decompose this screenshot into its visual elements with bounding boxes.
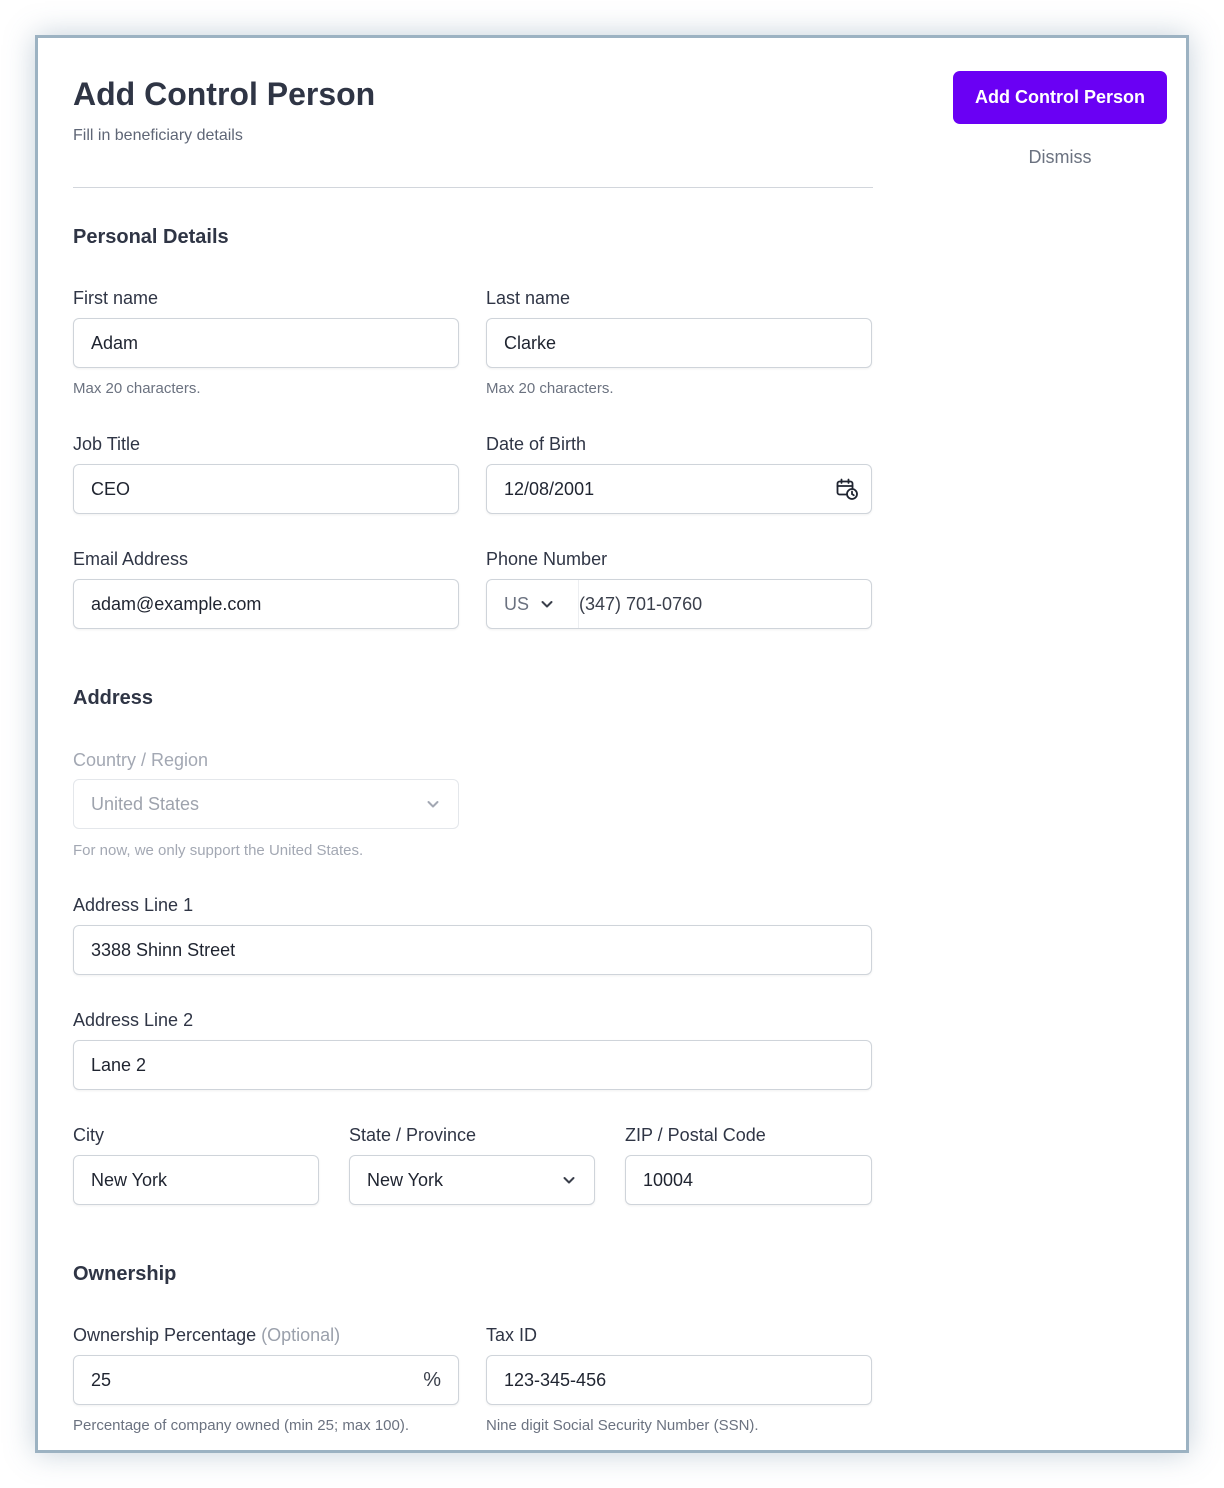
section-title-ownership: Ownership — [73, 1263, 177, 1285]
state-label: State / Province — [349, 1125, 477, 1145]
ownership-percentage-label — [73, 1325, 340, 1346]
page-title: Add Control Person — [73, 76, 376, 112]
dob-value: 12/08/2001 — [504, 478, 595, 499]
dob-input[interactable] — [486, 464, 872, 514]
chevron-down-icon — [425, 796, 441, 812]
tax-id-input[interactable] — [486, 1355, 872, 1405]
address-line1-value: 3388 Shinn Street — [91, 939, 236, 960]
first-name-value: Adam — [91, 332, 139, 353]
job-title-label: Job Title — [73, 434, 141, 454]
address-line2-input[interactable] — [73, 1040, 872, 1090]
email-input[interactable] — [73, 579, 459, 629]
chevron-down-icon — [561, 1172, 577, 1188]
last-name-help: Max 20 characters. — [486, 380, 614, 397]
last-name-value: Clarke — [504, 332, 557, 353]
tax-id-label: Tax ID — [486, 1325, 538, 1345]
country-value: United States — [91, 793, 200, 814]
first-name-label: First name — [73, 288, 159, 308]
address-line1-label: Address Line 1 — [73, 895, 194, 915]
address-line2-label: Address Line 2 — [73, 1010, 194, 1030]
ownership-percentage-input[interactable] — [73, 1355, 459, 1405]
phone-label: Phone Number — [486, 549, 608, 569]
first-name-input[interactable] — [73, 318, 459, 368]
city-label: City — [73, 1125, 104, 1145]
job-title-value: CEO — [91, 478, 131, 499]
page-subtitle: Fill in beneficiary details — [73, 127, 243, 144]
state-select[interactable] — [349, 1155, 595, 1205]
zip-value: 10004 — [643, 1169, 694, 1190]
section-title-address: Address — [73, 687, 154, 709]
zip-label: ZIP / Postal Code — [625, 1125, 766, 1145]
header-divider — [73, 187, 873, 188]
phone-number-input[interactable]: (347) 701-0760 — [579, 593, 703, 614]
state-value: New York — [367, 1169, 444, 1190]
city-value: New York — [91, 1169, 168, 1190]
calendar-clock-icon[interactable] — [835, 477, 859, 501]
email-label: Email Address — [73, 549, 189, 569]
email-value: adam@example.com — [91, 593, 262, 614]
last-name-input[interactable] — [486, 318, 872, 368]
percent-icon: % — [423, 1368, 441, 1391]
country-label: Country / Region — [73, 750, 209, 770]
city-input[interactable] — [73, 1155, 319, 1205]
ownership-percentage-label-text: Ownership Percentage — [73, 1325, 257, 1345]
dismiss-link[interactable]: Dismiss — [1028, 147, 1092, 167]
dob-label: Date of Birth — [486, 434, 587, 454]
form-container — [38, 38, 1186, 1450]
country-code-select[interactable] — [487, 580, 579, 628]
country-select — [73, 779, 459, 829]
add-control-person-button[interactable]: Add Control Person — [953, 71, 1167, 124]
optional-tag: (Optional) — [261, 1325, 341, 1345]
ownership-percentage-help: Percentage of company owned (min 25; max 100). — [73, 1417, 410, 1434]
country-code-value: US — [504, 593, 530, 614]
country-help: For now, we only support the United States. — [73, 842, 364, 859]
section-title-personal: Personal Details — [73, 226, 229, 248]
tax-id-value: 123-345-456 — [504, 1369, 607, 1390]
first-name-help: Max 20 characters. — [73, 380, 201, 397]
zip-input[interactable] — [625, 1155, 872, 1205]
last-name-label: Last name — [486, 288, 571, 308]
tax-id-help: Nine digit Social Security Number (SSN). — [486, 1417, 759, 1434]
job-title-input[interactable] — [73, 464, 459, 514]
address-line2-value: Lane 2 — [91, 1054, 147, 1075]
phone-input-group — [486, 579, 872, 629]
address-line1-input[interactable] — [73, 925, 872, 975]
chevron-down-icon — [539, 596, 555, 612]
modal-frame — [35, 35, 1189, 1453]
ownership-percentage-value: 25 — [91, 1369, 112, 1390]
